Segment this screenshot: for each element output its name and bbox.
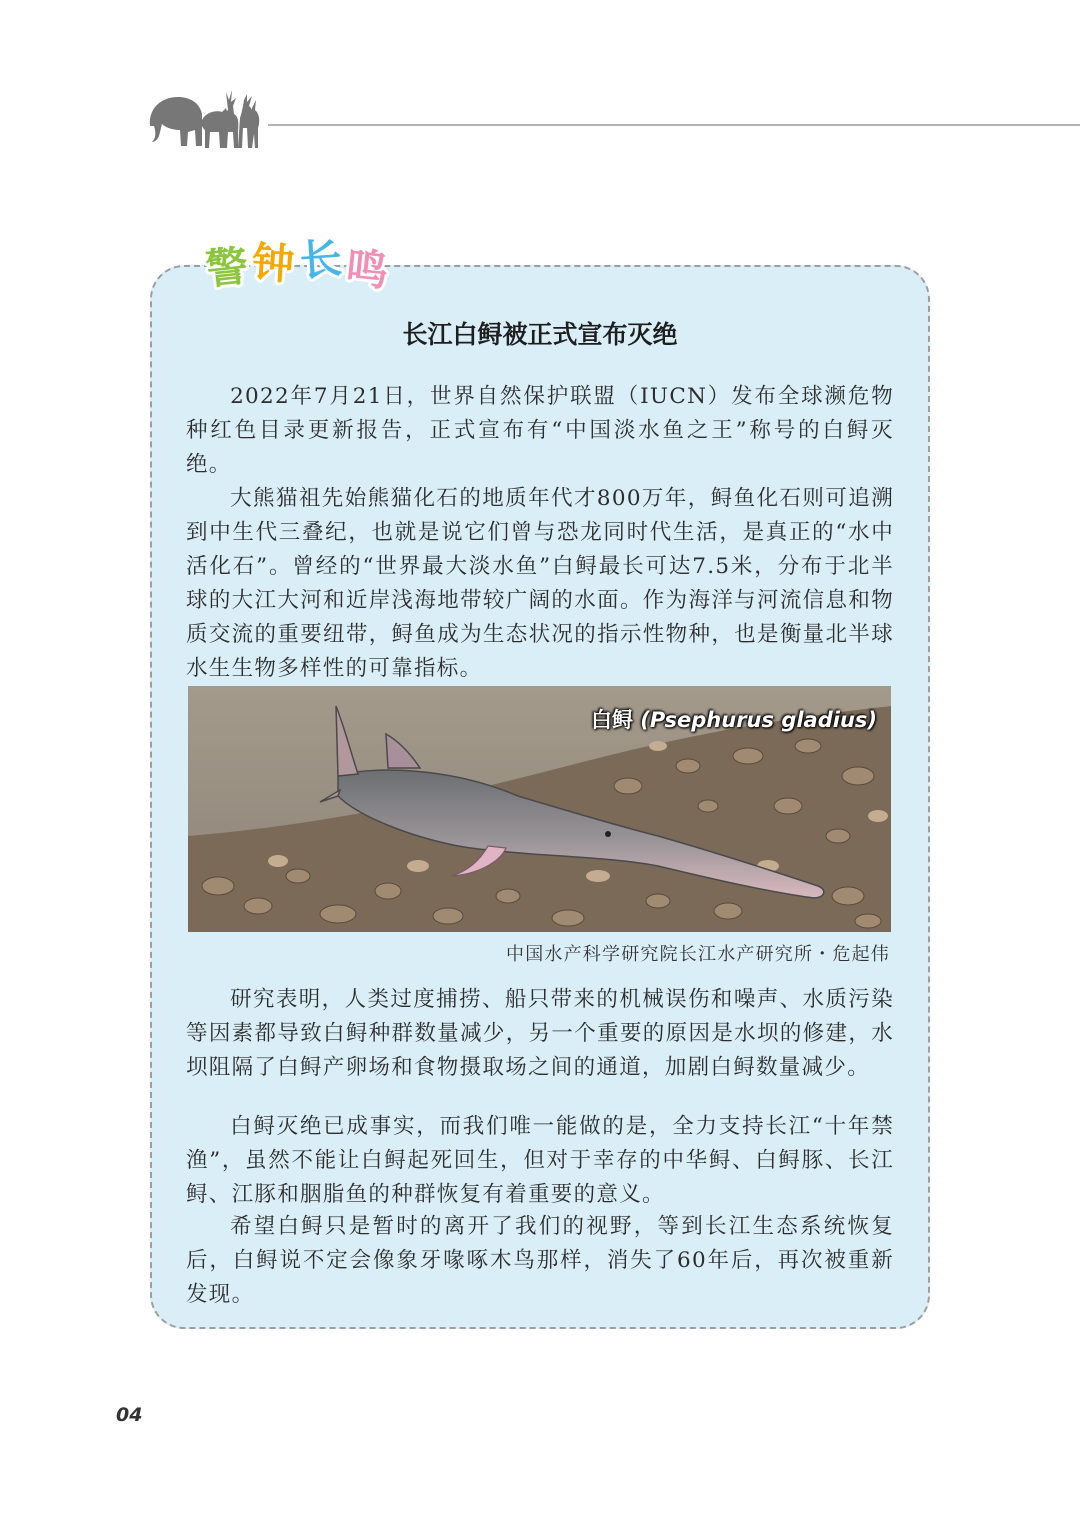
- banner-char: 长: [298, 233, 344, 286]
- paragraph: 2022年7月21日，世界自然保护联盟（IUCN）发布全球濒危物种红色目录更新报告，正式宣布有“中国淡水鱼之王”称号的白鲟灭绝。: [186, 384, 894, 477]
- paragraph: 研究表明，人类过度捕捞、船只带来的机械误伤和噪声、水质污染等因素都导致白鲟种群数量减少，另一个重要的原因是水坝的修建，水坝阻隔了白鲟产卵场和食物摄取场之间的通道，加剧白鲟数量减少。: [186, 987, 894, 1080]
- photo-label: [591, 704, 877, 734]
- page-number: 04: [116, 1404, 143, 1426]
- banner-char: 警: [203, 241, 251, 295]
- paragraph: 大熊猫祖先始熊猫化石的地质年代才800万年，鲟鱼化石则可追溯到中生代三叠纪，也就是说它们曾与恐龙同时代生活，是真正的“水中活化石”。曾经的“世界最大淡水鱼”白鲟最长可达7.5米，分布于北半球的大江大河和近岸浅海地带较广阔的水面。作为海洋与河流信息和物质交流的重要纽带，鲟鱼成为生态状况的指示性物种，也是衡量北半球水生生物多样性的可靠指标。: [186, 486, 894, 681]
- sturgeon-photo: [188, 686, 891, 932]
- photo-credit: 中国水产科学研究院长江水产研究所・危起伟: [506, 944, 890, 965]
- animal-silhouettes-icon: [146, 86, 262, 152]
- article-title: 长江白鲟被正式宣布灭绝: [402, 320, 678, 349]
- header-divider: [268, 124, 1080, 126]
- paragraph: 希望白鲟只是暂时的离开了我们的视野，等到长江生态系统恢复后，白鲟说不定会像象牙喙啄木鸟那样，消失了60年后，再次被重新发现。: [186, 1214, 894, 1307]
- banner-char: 鸣: [343, 242, 391, 296]
- alert-banner: [200, 232, 400, 298]
- paragraph: 白鲟灭绝已成事实，而我们唯一能做的是，全力支持长江“十年禁渔”，虽然不能让白鲟起死回生，但对于幸存的中华鲟、白鲟豚、长江鲟、江豚和胭脂鱼的种群恢复有着重要的意义。: [186, 1114, 894, 1207]
- banner-char: 钟: [250, 237, 296, 290]
- photo-label-cn: 白鲟: [590, 708, 633, 732]
- photo-label-latin: (Psephurus gladius): [640, 708, 877, 732]
